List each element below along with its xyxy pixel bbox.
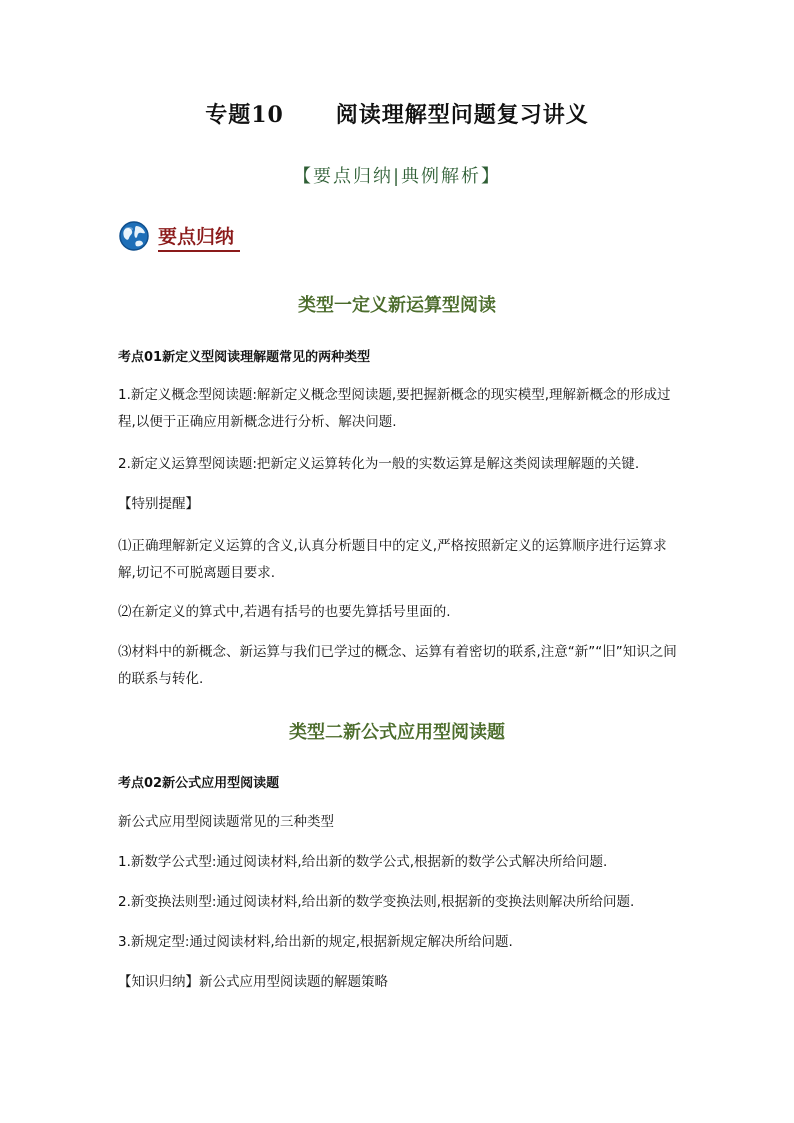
type2-paragraph-3: 3.新规定型:通过阅读材料,给出新的规定,根据新规定解决所给问题. [118, 934, 513, 950]
reminder-item-2: ⑵在新定义的算式中,若遇有括号的也要先算括号里面的. [118, 604, 451, 620]
globe-icon [118, 220, 150, 252]
kaodian-01: 考点01新定义型阅读理解题常见的两种类型 [118, 350, 371, 365]
reminder-label: 【特别提醒】 [118, 496, 199, 512]
type1-paragraph-1: 1.新定义概念型阅读题:解新定义概念型阅读题,要把握新概念的现实模型,理解新概念的形成过程,以便于正确应用新概念进行分析、解决问题. [118, 387, 671, 430]
page-subtitle: 【要点归纳|典例解析】 [292, 166, 502, 187]
type2-heading: 类型二新公式应用型阅读题 [289, 722, 505, 743]
section-underline [158, 250, 240, 252]
type2-paragraph-1: 1.新数学公式型:通过阅读材料,给出新的数学公式,根据新的数学公式解决所给问题. [118, 854, 608, 870]
type1-heading: 类型一定义新运算型阅读 [298, 295, 496, 316]
type2-intro: 新公式应用型阅读题常见的三种类型 [118, 814, 334, 830]
page-title: 专题10 阅读理解型问题复习讲义 [205, 102, 589, 128]
type2-paragraph-2: 2.新变换法则型:通过阅读材料,给出新的数学变换法则,根据新的变换法则解决所给问题. [118, 894, 635, 910]
section-label: 要点归纳 [158, 226, 235, 248]
kaodian-02: 考点02新公式应用型阅读题 [118, 776, 280, 791]
reminder-item-3: ⑶材料中的新概念、新运算与我们已学过的概念、运算有着密切的联系,注意“新”“旧”知识之间的联系与转化. [118, 644, 677, 687]
reminder-item-1: ⑴正确理解新定义运算的含义,认真分析题目中的定义,严格按照新定义的运算顺序进行运算求解,切记不可脱离题目要求. [118, 538, 667, 581]
type1-paragraph-2: 2.新定义运算型阅读题:把新定义运算转化为一般的实数运算是解这类阅读理解题的关键. [118, 456, 640, 472]
knowledge-summary: 【知识归纳】新公式应用型阅读题的解题策略 [118, 974, 388, 990]
